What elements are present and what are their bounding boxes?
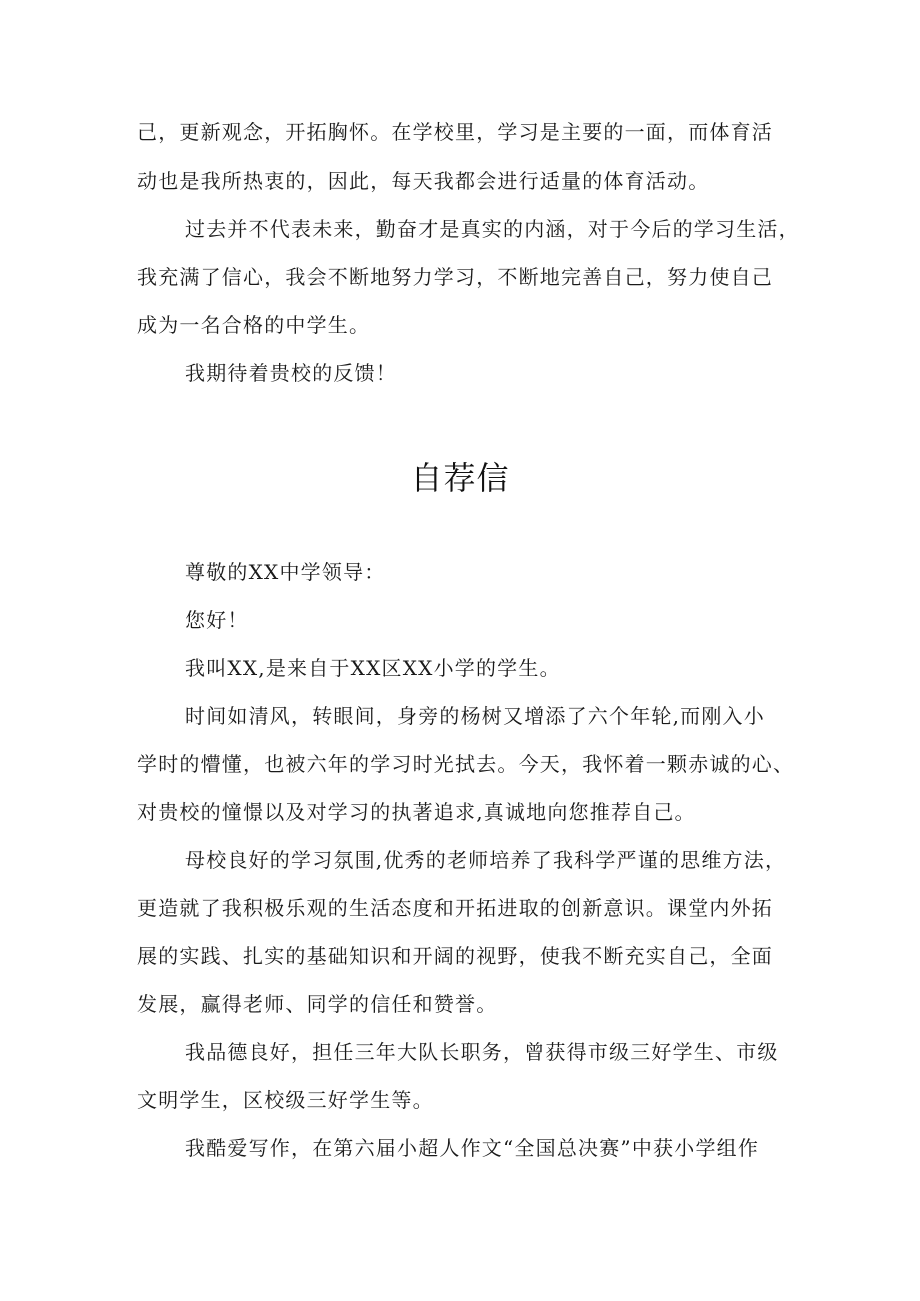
- paragraph-first-line: 母校良好的学习氛围,优秀的老师培养了我科学严谨的思维方法，: [185, 848, 787, 872]
- greeting: 您好！: [185, 608, 249, 632]
- body-text-line: 成为一名合格的中学生。: [137, 313, 371, 337]
- intro-line: 我叫XX,是来自于XX区XX小学的学生。: [185, 656, 561, 680]
- salutation: 尊敬的XX中学领导：: [185, 560, 386, 584]
- body-text-line: 对贵校的憧憬以及对学习的执著追求,真诚地向您推荐自己。: [137, 800, 696, 824]
- body-text-line: 动也是我所热衷的，因此，每天我都会进行适量的体育活动。: [137, 169, 710, 193]
- body-text-line: 己，更新观念，开拓胸怀。在学校里，学习是主要的一面，而体育活: [137, 120, 773, 144]
- closing-line: 我期待着贵校的反馈！: [185, 361, 397, 385]
- body-text-line: 发展，赢得老师、同学的信任和赞誉。: [137, 992, 498, 1016]
- body-text-line: 更造就了我积极乐观的生活态度和开拓进取的创新意识。课堂内外拓: [137, 896, 773, 920]
- page-title: 自荐信: [410, 459, 510, 497]
- body-text-line: 展的实践、扎实的基础知识和开阔的视野，使我不断充实自己，全面: [137, 944, 773, 968]
- body-text-line: 我充满了信心，我会不断地努力学习，不断地完善自己，努力使自己: [137, 265, 773, 289]
- body-text-line: 学时的懵懂，也被六年的学习时光拭去。今天，我怀着一颗赤诚的心、: [137, 752, 795, 776]
- paragraph-first-line: 我品德良好，担任三年大队长职务，曾获得市级三好学生、市级: [185, 1040, 779, 1064]
- paragraph-first-line: 我酷爱写作，在第六届小超人作文“全国总决赛”中获小学组作: [185, 1136, 760, 1160]
- body-text-line: 文明学生，区校级三好学生等。: [137, 1088, 434, 1112]
- paragraph-first-line: 过去并不代表未来，勤奋才是真实的内涵，对于今后的学习生活，: [185, 217, 800, 241]
- paragraph-first-line: 时间如清风，转眼间，身旁的杨树又增添了六个年轮,而刚入小: [185, 704, 765, 728]
